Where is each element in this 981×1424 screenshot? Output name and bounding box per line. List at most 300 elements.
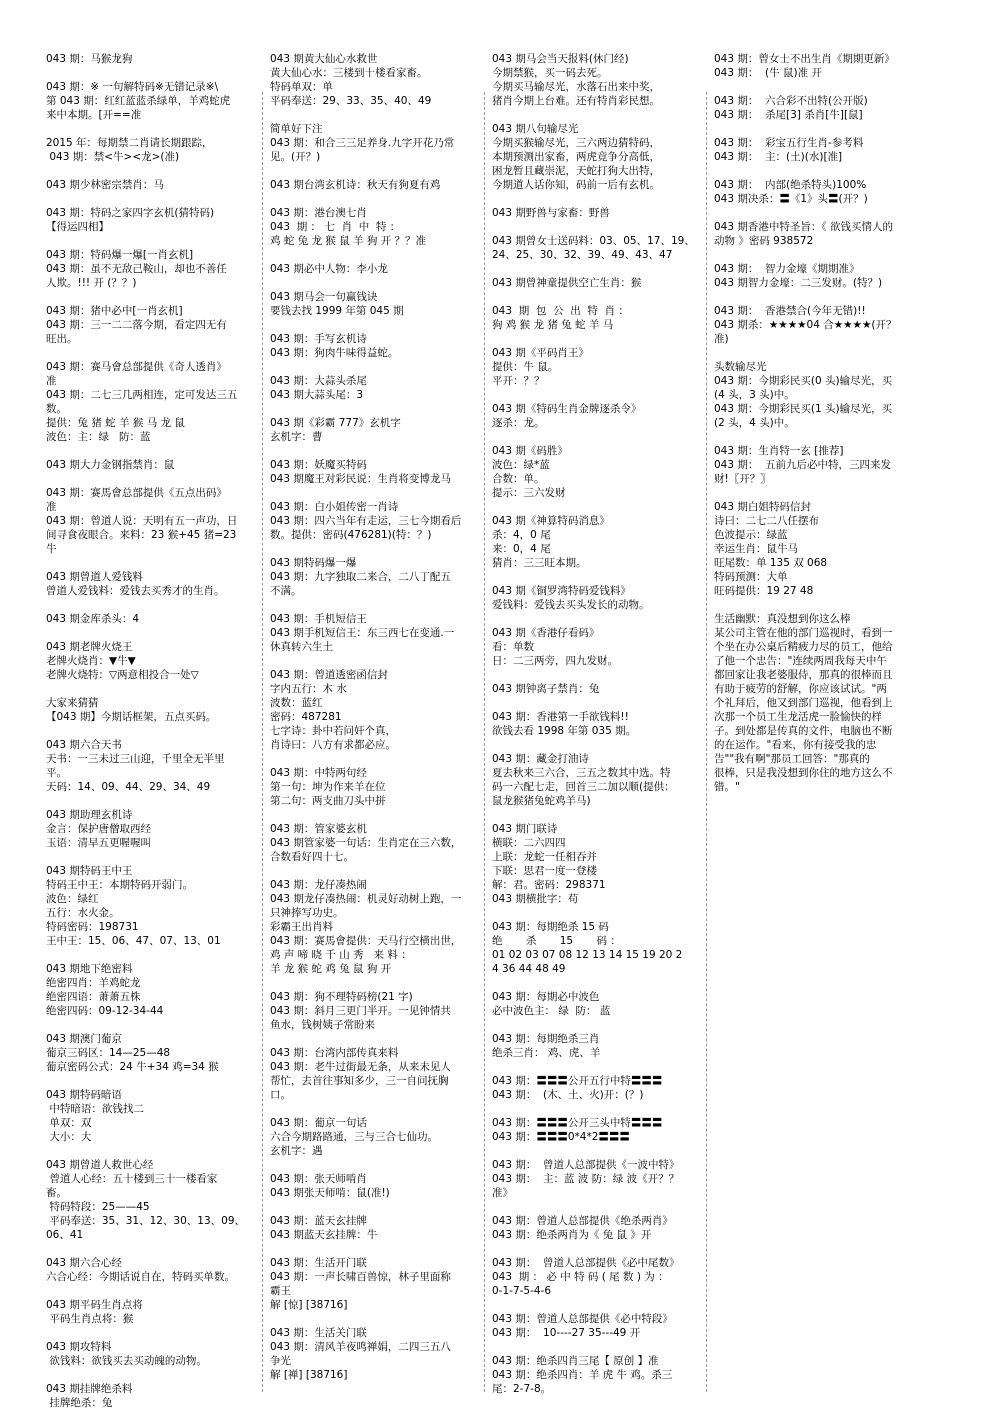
text-line: 个礼拜后，他又到部门巡视，他看到上 bbox=[714, 697, 893, 709]
text-block bbox=[270, 1326, 478, 1382]
text-block bbox=[270, 1256, 478, 1312]
text-line: 挂牌绝杀：兔 bbox=[46, 1397, 113, 1409]
text-line: 043 期：三一二二落今期，看定四无有 bbox=[46, 319, 227, 331]
text-line: 特码王中王：本期特码开弱门。 bbox=[46, 879, 193, 891]
text-line: 043 期《香港仔看码》 bbox=[492, 627, 600, 639]
text-line: 043 期黄大仙心水救世 bbox=[270, 53, 378, 65]
text-line: 043 期： 五前九后必中特，三四来发 bbox=[714, 459, 892, 471]
text-line: 波数：蓝红 bbox=[270, 697, 323, 709]
text-line: 043 期钟离子禁肖：兔 bbox=[492, 683, 600, 695]
text-block bbox=[46, 486, 256, 556]
text-line: 解 [惊] [38716] bbox=[270, 1299, 348, 1311]
text-line: 043 期：清风羊夜鸣禅娟，二四三五八 bbox=[270, 1341, 451, 1353]
text-line: 平。 bbox=[46, 767, 67, 779]
text-line: 黄大仙心水：三楼到十楼看家畜。 bbox=[270, 67, 428, 79]
text-line: 2015 年：每期禁二肖请长期跟踪， bbox=[46, 137, 213, 149]
text-block bbox=[270, 1214, 478, 1242]
text-block bbox=[46, 1382, 256, 1410]
text-line: 彩霸王出肖料 bbox=[270, 921, 333, 933]
text-line: 043 期：台湾内部传真来料 bbox=[270, 1047, 399, 1059]
text-line: 043 期： 香港禁合(今年无错)!! bbox=[714, 305, 866, 317]
text-line: 043 期大蒜头尾：3 bbox=[270, 389, 364, 401]
text-line: 来：0，4 尾 bbox=[492, 543, 551, 555]
text-line: 043 期：九字独取二来合，二八丁配五 bbox=[270, 571, 451, 583]
text-line: 猪肖今期上台难。还有特肖彩民想。 bbox=[492, 95, 660, 107]
text-line: 043 期曾神童提供空亡生肖：猴 bbox=[492, 277, 642, 289]
text-line: 狗 鸡 猴 龙 猪 兔 蛇 羊 马 bbox=[492, 319, 614, 331]
text-line: 043 期决杀：〓《1》头〓(开？) bbox=[714, 193, 868, 205]
text-line: 困龙暂且藏崇泥，天蛇打狗大出特， bbox=[492, 165, 660, 177]
text-line: 043 期特码暗语 bbox=[46, 1089, 122, 1101]
text-line: 043 期：禁<牛><龙>(准) bbox=[46, 151, 180, 163]
text-line: 043 期香港中特圣旨：《 欲钱买情人的 bbox=[714, 221, 893, 233]
text-block bbox=[46, 1032, 256, 1074]
text-line: 色波提示：绿蓝 bbox=[714, 529, 788, 541]
text-line: 不满。 bbox=[270, 585, 302, 597]
text-line: 043 期：猪中必中[一肖玄机] bbox=[46, 305, 183, 317]
text-line: 今期买马输尽光，水落石出来中奖， bbox=[492, 81, 660, 93]
text-line: 043 期大力金钢指禁肖：鼠 bbox=[46, 459, 175, 471]
column-1 bbox=[46, 52, 256, 1424]
text-block bbox=[492, 1214, 700, 1242]
text-line: 霸王 bbox=[270, 1285, 291, 1297]
text-line: 043 期金库杀头：4 bbox=[46, 613, 140, 625]
text-line: 043 期：赛馬會提供：天马行空横出世， bbox=[270, 935, 462, 947]
text-line: 诗曰：二七二八任摆布 bbox=[714, 515, 819, 527]
text-block bbox=[492, 752, 700, 808]
text-line: 下联：思君一度一登楼 bbox=[492, 865, 597, 877]
text-block bbox=[46, 1298, 256, 1326]
text-block bbox=[714, 178, 924, 206]
text-line: 生活幽默：真没想到你这么棒 bbox=[714, 613, 851, 625]
text-line: 043 期：四六当年有走运，三七今期看后 bbox=[270, 515, 462, 527]
text-line: 043 期杀：★★★★04 合★★★★(开？ bbox=[714, 319, 897, 331]
text-line: 043 期：管家婆玄机 bbox=[270, 823, 367, 835]
text-line: 旺出。 bbox=[46, 333, 78, 345]
text-line: 043 期管家婆一句话：生肖定在三六数， bbox=[270, 837, 462, 849]
text-line: 043 期：香港第一手欲钱料!! bbox=[492, 711, 629, 723]
text-line: 043 期：葡京一句话 bbox=[270, 1117, 367, 1129]
text-line: 043 期张天师啃：鼠(准!) bbox=[270, 1187, 390, 1199]
text-block bbox=[270, 52, 478, 108]
text-line: 【得运四相】 bbox=[46, 221, 109, 233]
text-line: 提示：三六发财 bbox=[492, 487, 566, 499]
text-line: 043 期马会当天报料(休门经) bbox=[492, 53, 629, 65]
text-line: 绝密四肖：羊鸡蛇龙 bbox=[46, 977, 141, 989]
text-line: 老牌火烧特：▽两意相投合一处▽ bbox=[46, 669, 199, 681]
text-line: 六合心经：今期话说自在，特码买单数。 bbox=[46, 1271, 235, 1283]
text-block bbox=[714, 262, 924, 290]
text-line: 绝密四语：萧萧五株 bbox=[46, 991, 141, 1003]
text-block bbox=[492, 710, 700, 738]
text-line: 只神捧写功史。 bbox=[270, 907, 344, 919]
text-block bbox=[492, 1354, 700, 1396]
text-line: 043 期：手写玄机诗 bbox=[270, 333, 367, 345]
text-line: 043 期： 主：蓝 波 防：绿 波《开？？ bbox=[492, 1173, 680, 1185]
text-line: 043 期八句输尽光 bbox=[492, 123, 579, 135]
text-line: 043 期：曾道透密函信封 bbox=[270, 669, 388, 681]
text-line: 牛 bbox=[46, 543, 57, 555]
text-line: (2 头，4 头)中。 bbox=[714, 417, 795, 429]
text-line: 043 期门联诗 bbox=[492, 823, 558, 835]
text-block bbox=[270, 416, 478, 444]
text-block bbox=[46, 304, 256, 346]
text-block bbox=[46, 1158, 256, 1242]
text-line: 043 期：张天师啃肖 bbox=[270, 1173, 367, 1185]
text-line: 旺码提供：19 27 48 bbox=[714, 585, 814, 597]
text-line: 解 [禅] [38716] bbox=[270, 1369, 348, 1381]
text-line: 043 期： 内部(绝杀特头)100% bbox=[714, 179, 867, 191]
text-block bbox=[46, 80, 256, 122]
text-line: 043 期：手机短信王 bbox=[270, 613, 367, 625]
column-divider bbox=[484, 92, 485, 1392]
text-line: 五行：水火金。 bbox=[46, 907, 120, 919]
text-line: 必中波色主： 绿 防： 蓝 bbox=[492, 1005, 611, 1017]
text-block bbox=[270, 1116, 478, 1158]
text-line: 043 期挂牌绝杀料 bbox=[46, 1383, 133, 1395]
text-block bbox=[46, 360, 256, 444]
text-line: 043 期：特码爆一爆[一肖玄机] bbox=[46, 249, 194, 261]
text-block bbox=[492, 514, 700, 570]
text-line: 043 期：〓〓〓公开五行中特〓〓〓 bbox=[492, 1075, 663, 1087]
text-line: 横联：二六四四 bbox=[492, 837, 566, 849]
text-line: 043 期《彩霸 777》玄机字 bbox=[270, 417, 401, 429]
text-line: 了他一个忠告："连续两周我每天中午 bbox=[714, 655, 887, 667]
text-line: 01 02 03 07 08 12 13 14 15 19 20 2 bbox=[492, 949, 683, 961]
text-line: 间寻食夜眼合。来料：23 猴+45 猪=23 bbox=[46, 529, 237, 541]
text-line: 今期禁猴，买一码去死。 bbox=[492, 67, 608, 79]
text-line: 绝杀三肖： 鸡、虎、羊 bbox=[492, 1047, 601, 1059]
text-block bbox=[492, 920, 700, 976]
text-line: 数。提供：密码(476281)(特：？) bbox=[270, 529, 432, 541]
text-line: 043 期：※ 一句解特码※无错记录※\ bbox=[46, 81, 219, 93]
text-line: 043 期智力金壕：二三发财。(特？) bbox=[714, 277, 883, 289]
text-line: 老牌火烧肖：▼牛▼ bbox=[46, 655, 136, 667]
text-block bbox=[46, 1340, 256, 1368]
text-line: 043 期：老牛过街最无条，从来未见人 bbox=[270, 1061, 451, 1073]
text-line: 043 期手机短信王：东三西七在变通.一 bbox=[270, 627, 455, 639]
text-line: 准 bbox=[46, 375, 57, 387]
text-line: 06、41 bbox=[46, 1229, 84, 1241]
text-block bbox=[492, 1312, 700, 1340]
text-line: 杀：4，0 尾 bbox=[492, 529, 551, 541]
text-line: 043 期：生肖特一玄 [推荐] bbox=[714, 445, 844, 457]
text-line: 鱼水，钱树姨子常盼来 bbox=[270, 1019, 375, 1031]
text-line: 043 期：中特两句经 bbox=[270, 767, 367, 779]
text-line: 043 期： 曾道人总部提供《一波中特》 bbox=[492, 1159, 680, 1171]
column-2 bbox=[270, 52, 478, 1396]
text-line: 第 043 期：红红蓝蓝杀绿单，羊鸡蛇虎 bbox=[46, 95, 231, 107]
text-line: 解：君。密码：298371 bbox=[492, 879, 606, 891]
text-line: 043 期：港台澳七肖 bbox=[270, 207, 367, 219]
text-line: 043 期台湾玄机诗：秋天有狗夏有鸡 bbox=[270, 179, 441, 191]
text-block bbox=[714, 444, 924, 486]
text-block bbox=[270, 612, 478, 654]
text-line: 043 期《特码生肖金牌逐杀令》 bbox=[492, 403, 642, 415]
text-line: 提供：牛 鼠。 bbox=[492, 361, 559, 373]
text-line: 043 期：今期彩民买(1 头)输尽光，买 bbox=[714, 403, 893, 415]
text-block bbox=[492, 1032, 700, 1060]
text-line: 043 期：藏金打油诗 bbox=[492, 753, 589, 765]
text-line: 043 期马会一句赢钱诀 bbox=[270, 291, 378, 303]
text-line: 玄机字：曹 bbox=[270, 431, 323, 443]
text-line: 个坐在办公桌后精疲力尽的员工，他给 bbox=[714, 641, 893, 653]
text-line: 帮忙，去首往事知多少，三一自问抚胸 bbox=[270, 1075, 449, 1087]
text-block bbox=[492, 276, 700, 290]
text-line: 波色：主：绿 防：蓝 bbox=[46, 431, 151, 443]
text-line: 今期买猴输尽光，三六两边猜特码， bbox=[492, 137, 660, 149]
text-line: 的在运作。"看来，你有接受我的忠 bbox=[714, 739, 877, 751]
text-line: 争光 bbox=[270, 1355, 291, 1367]
text-block bbox=[270, 500, 478, 542]
column-3 bbox=[492, 52, 700, 1410]
text-line: 043 期曾道人爱钱料 bbox=[46, 571, 143, 583]
text-line: 旺尾数：单 135 双 068 bbox=[714, 557, 828, 569]
text-line: 本期预测出家畜，两虎竟争分高低， bbox=[492, 151, 660, 163]
text-line: 043 期： 主：(土)(水)[准] bbox=[714, 151, 843, 163]
text-block bbox=[270, 1046, 478, 1102]
text-block bbox=[492, 990, 700, 1018]
text-block bbox=[270, 262, 478, 276]
text-block bbox=[270, 206, 478, 248]
text-line: 043 期攻特料 bbox=[46, 1341, 112, 1353]
text-line: 中特暗语：欲钱找二 bbox=[46, 1103, 144, 1115]
text-line: (4 头，3 头)中。 bbox=[714, 389, 795, 401]
text-line: 043 期：绝杀四肖三尾【 原创 】准 bbox=[492, 1355, 659, 1367]
text-line: 很棒，只是我没想到你住的地方这么不 bbox=[714, 767, 893, 779]
text-line: 043 期：白小姐传密一肖诗 bbox=[270, 501, 399, 513]
text-line: 特码预测：大单 bbox=[714, 571, 788, 583]
text-line: 平码奉送：35、31、12、30、13、09、 bbox=[46, 1215, 246, 1227]
text-line: 24、25、30、32、39、49、43、47 bbox=[492, 249, 673, 261]
text-block bbox=[270, 990, 478, 1032]
text-line: 043 期必中人物：李小龙 bbox=[270, 263, 388, 275]
text-block bbox=[714, 360, 924, 430]
text-line: 043 期少林密宗禁肖：马 bbox=[46, 179, 164, 191]
text-line: 043 期：绝杀两肖为《 兔 鼠 》开 bbox=[492, 1229, 652, 1241]
text-block bbox=[46, 570, 256, 598]
text-line: 043 期： 智力金壕《期期准》 bbox=[714, 263, 860, 275]
text-block bbox=[492, 1158, 700, 1200]
text-line: 043 期 ： 必 中 特 码 ( 尾 数 ) 为 ： bbox=[492, 1271, 669, 1283]
text-line: 043 期：龙仔凑热闹 bbox=[270, 879, 367, 891]
text-line: 043 期：虽不无敌己鞍山，却也不善任 bbox=[46, 263, 227, 275]
text-line: 043 期魔王对彩民说：生肖将变博龙马 bbox=[270, 473, 451, 485]
text-line: 大家来猜猜 bbox=[46, 697, 99, 709]
text-line: 子。到处都是传真的文件，电脑也不断 bbox=[714, 725, 893, 737]
text-block bbox=[714, 136, 924, 164]
text-block bbox=[46, 248, 256, 290]
text-block bbox=[270, 766, 478, 808]
text-line: 动物 》密码 938572 bbox=[714, 235, 814, 247]
text-block bbox=[492, 1256, 700, 1298]
text-line: 字内五行：木 水 bbox=[270, 683, 347, 695]
text-line: 平开：？？ bbox=[492, 375, 545, 387]
text-line: 要钱去找 1999 年第 045 期 bbox=[270, 305, 404, 317]
text-block bbox=[46, 808, 256, 850]
text-block bbox=[492, 402, 700, 430]
text-block bbox=[492, 122, 700, 192]
text-block bbox=[46, 1088, 256, 1144]
text-line: 043 期《神算特码消息》 bbox=[492, 515, 610, 527]
text-line: 都回家让我老婆服侍，那真的很棒而且 bbox=[714, 669, 893, 681]
text-line: 043 期平码生肖点将 bbox=[46, 1299, 143, 1311]
text-block bbox=[270, 668, 478, 752]
text-block bbox=[492, 682, 700, 696]
text-line: 准》 bbox=[492, 1187, 513, 1199]
text-line: 日：二三两旁，四九发财。 bbox=[492, 655, 618, 667]
text-line: 码一六配七走，回首三二加以顺(提供： bbox=[492, 781, 675, 793]
text-line: 043 期：马猴龙狗 bbox=[46, 53, 133, 65]
column-divider bbox=[706, 92, 707, 1392]
text-line: 043 期：一声长啸百兽惊，林子里面称 bbox=[270, 1271, 451, 1283]
text-line: 043 期：二七三几两相连，定可发达三五 bbox=[46, 389, 238, 401]
text-block bbox=[270, 122, 478, 164]
text-line: 第二句：两支曲刀头中拼 bbox=[270, 795, 386, 807]
text-line: 043 期横批字：苟 bbox=[492, 893, 579, 905]
text-line: 043 期 包 公 出 特 肖 ： bbox=[492, 305, 629, 317]
text-block bbox=[714, 304, 924, 346]
text-line: 上联：龙蛇一任相吞并 bbox=[492, 851, 597, 863]
text-line: 043 期：曾道人说：天明有五一声功，日 bbox=[46, 515, 238, 527]
text-block bbox=[270, 458, 478, 486]
text-line: 平码奉送：29、33、35、40、49 bbox=[270, 95, 432, 107]
text-line: 043 期六合天书 bbox=[46, 739, 122, 751]
text-block bbox=[270, 332, 478, 360]
text-line: 绝密四码：09-12-34-44 bbox=[46, 1005, 164, 1017]
text-line: 043 期：大蒜头杀尾 bbox=[270, 375, 367, 387]
text-line: 畜。 bbox=[46, 1187, 67, 1199]
text-line: 简单好下注 bbox=[270, 123, 323, 135]
text-block bbox=[46, 1256, 256, 1284]
text-block bbox=[46, 206, 256, 234]
text-block bbox=[46, 612, 256, 626]
text-line: 043 期：生活关门联 bbox=[270, 1327, 367, 1339]
text-line: 七字诗：卦中若问奸个真， bbox=[270, 725, 396, 737]
text-line: 爱钱料：爱钱去买头发长的动物。 bbox=[492, 599, 650, 611]
text-block bbox=[270, 878, 478, 976]
text-line: 逐杀：龙。 bbox=[492, 417, 545, 429]
text-line: 鼠龙猴猪兔蛇鸡羊马) bbox=[492, 795, 591, 807]
text-line: 043 期：每期绝杀三肖 bbox=[492, 1033, 600, 1045]
text-line: 鸡 蛇 兔 龙 猴 鼠 羊 狗 开 ？？准 bbox=[270, 235, 427, 247]
text-line: 葡京三码区：14—25—48 bbox=[46, 1047, 171, 1059]
text-line: 金言：保护唐僧取西经 bbox=[46, 823, 151, 835]
text-block bbox=[492, 626, 700, 668]
text-line: 天书：一三未过三山迎，千里全无半里 bbox=[46, 753, 225, 765]
text-line: 043 期蓝天玄挂牌：牛 bbox=[270, 1229, 378, 1241]
text-line: 幸运生肖：鼠牛马 bbox=[714, 543, 798, 555]
text-line: 财!〖开？〗 bbox=[714, 473, 771, 485]
text-line: 欲钱料：欲钱买去买动魄的动物。 bbox=[46, 1355, 207, 1367]
text-line: 猜肖：三三旺本期。 bbox=[492, 557, 587, 569]
text-line: 043 期《平码肖王》 bbox=[492, 347, 589, 359]
text-line: 提供：兔 猪 蛇 羊 猴 马 龙 鼠 bbox=[46, 417, 185, 429]
text-block bbox=[714, 52, 924, 80]
text-line: 043 期：今期彩民买(0 头)输尽光，买 bbox=[714, 375, 893, 387]
text-line: 043 期：每期绝杀 15 码 bbox=[492, 921, 609, 933]
text-line: 人欺。!!! 开 (？？) bbox=[46, 277, 137, 289]
text-block bbox=[270, 374, 478, 402]
text-block bbox=[492, 444, 700, 500]
text-block bbox=[270, 290, 478, 318]
text-line: 043 期曾道人救世心经 bbox=[46, 1159, 154, 1171]
text-block bbox=[492, 234, 700, 262]
text-block bbox=[492, 822, 700, 906]
text-line: 今期道人话你知，码前一后有玄机。 bbox=[492, 179, 660, 191]
text-block bbox=[492, 346, 700, 388]
text-line: 合数：单。 bbox=[492, 473, 545, 485]
text-line: 玉语：清早五更喔喔叫 bbox=[46, 837, 151, 849]
text-block bbox=[492, 584, 700, 612]
text-line: 043 期《铜罗湾特码爱钱料》 bbox=[492, 585, 631, 597]
text-line: 尾：2-7-8。 bbox=[492, 1383, 552, 1395]
text-line: 043 期特码爆一爆 bbox=[270, 557, 357, 569]
text-line: 天码：14、09、44、29、34、49 bbox=[46, 781, 211, 793]
text-line: 密码：487281 bbox=[270, 711, 342, 723]
text-line: 鸡 声 啼 晓 千 山 秀 来 料 ： bbox=[270, 949, 412, 961]
text-line: 043 期： 10----27 35---49 开 bbox=[492, 1327, 641, 1339]
text-block bbox=[270, 822, 478, 864]
text-block bbox=[46, 696, 256, 724]
text-block bbox=[492, 206, 700, 220]
text-block bbox=[492, 1074, 700, 1102]
text-line: 043 期：狗肉牛味得益蛇。 bbox=[270, 347, 399, 359]
text-line: 043 期老牌火烧王 bbox=[46, 641, 133, 653]
text-line: 合数看好四十七。 bbox=[270, 851, 354, 863]
text-line: 口。 bbox=[270, 1089, 291, 1101]
text-line: 来中本期。[开==准 bbox=[46, 109, 142, 121]
text-line: 平码生肖点将：猴 bbox=[46, 1313, 134, 1325]
column-4 bbox=[714, 52, 924, 808]
text-line: 043 期地下绝密料 bbox=[46, 963, 133, 975]
text-line: 头数输尽光 bbox=[714, 361, 767, 373]
text-line: 043 期 ： 七 肖 中 特 ： bbox=[270, 221, 401, 233]
text-line: 次那一个员工生龙活虎一脸愉快的样 bbox=[714, 711, 882, 723]
text-line: 绝 杀 15 码 ： bbox=[492, 935, 621, 947]
text-line: 043 期： 六合彩不出特(公开版) bbox=[714, 95, 868, 107]
text-line: 043 期： 杀尾[3] 杀肖[牛][鼠] bbox=[714, 109, 863, 121]
text-line: 数。 bbox=[46, 403, 67, 415]
text-line: 043 期：〓〓〓公开三头中特〓〓〓 bbox=[492, 1117, 663, 1129]
text-line: 043 期：特码之家四字玄机(猜特码) bbox=[46, 207, 215, 219]
text-line: 043 期： (木、土、火)开：(？) bbox=[492, 1089, 644, 1101]
text-block bbox=[270, 1172, 478, 1200]
text-line: 准) bbox=[714, 333, 729, 345]
text-line: 043 期：每期必中波色 bbox=[492, 991, 600, 1003]
text-line: 第一句：坤为作来羊在位 bbox=[270, 781, 386, 793]
text-line: 043 期：曾道人总部提供《绝杀两肖》 bbox=[492, 1215, 673, 1227]
text-line: 王中王：15、06、47、07、13、01 bbox=[46, 935, 221, 947]
text-block bbox=[492, 1116, 700, 1144]
text-line: 0-1-7-5-4-6 bbox=[492, 1285, 552, 1297]
text-line: 错。" bbox=[714, 781, 740, 793]
text-line: 043 期：曾道人总部提供《必中特段》 bbox=[492, 1313, 673, 1325]
text-line: 043 期龙仔凑热闹：机灵好动树上跑，一 bbox=[270, 893, 462, 905]
text-block bbox=[270, 556, 478, 598]
text-line: 043 期：蓝天玄挂牌 bbox=[270, 1215, 367, 1227]
text-line: 六合今期路路通，三与三合七仙功。 bbox=[270, 1131, 438, 1143]
text-block bbox=[46, 640, 256, 682]
text-line: 043 期：曾女士不出生肖《期期更新》 bbox=[714, 53, 895, 65]
text-line: 043 期白姐特码信封 bbox=[714, 501, 811, 513]
text-line: 见。(开？) bbox=[270, 151, 321, 163]
text-line: 043 期： 彩宝五行生肖-参考料 bbox=[714, 137, 864, 149]
text-block bbox=[46, 738, 256, 794]
text-block bbox=[492, 52, 700, 108]
text-line: 043 期特码王中王 bbox=[46, 865, 133, 877]
text-block bbox=[46, 458, 256, 472]
